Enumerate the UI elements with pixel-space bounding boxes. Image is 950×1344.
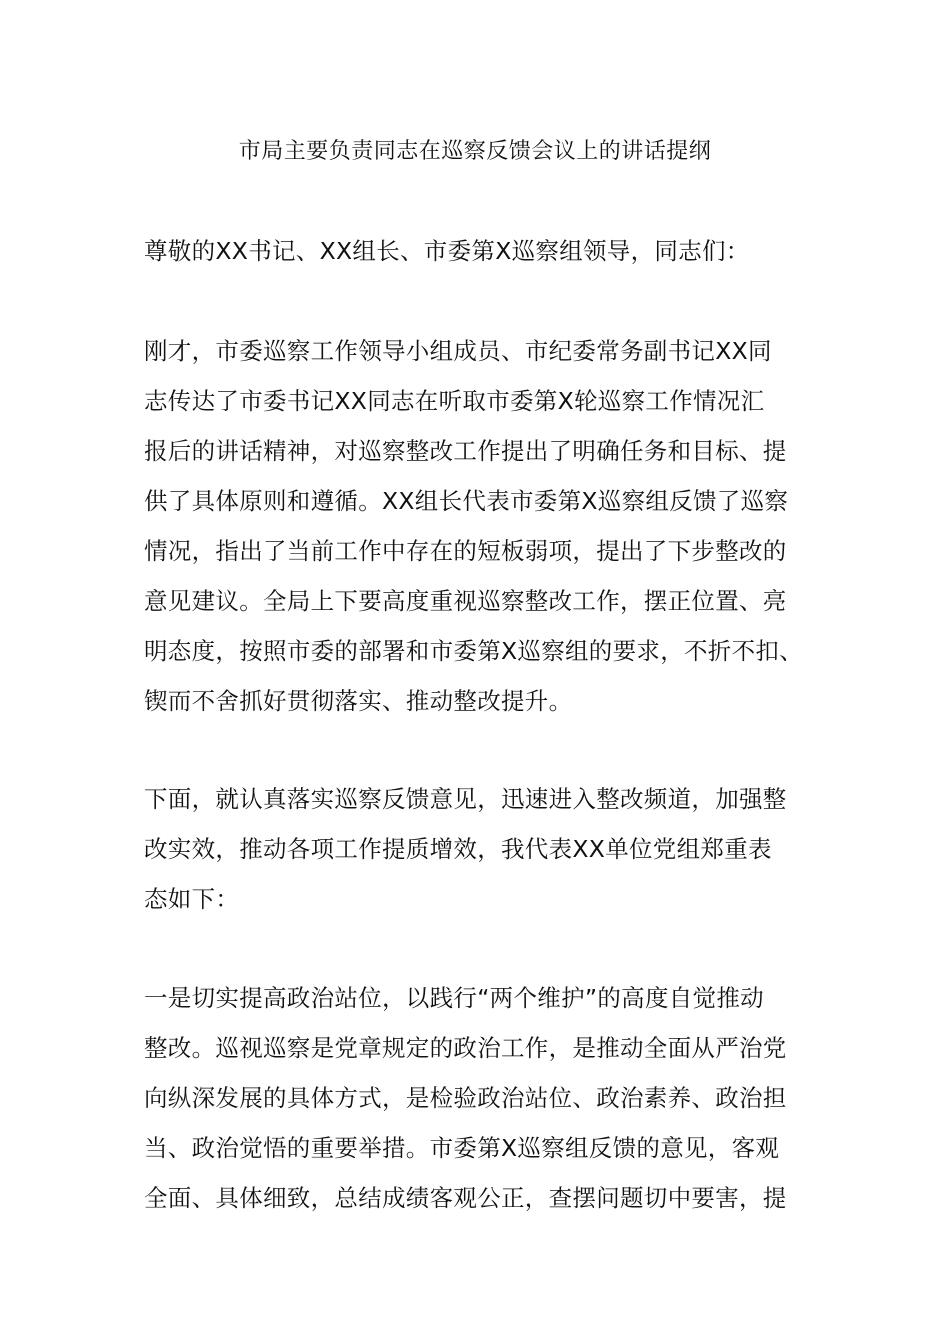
paragraph-2-line-1: 下面，就认真落实巡察反馈意见，迅速进入整改频道，加强整 — [144, 785, 787, 813]
salutation: 尊敬的XX书记、XX组长、市委第X巡察组领导，同志们： — [144, 237, 750, 265]
paragraph-2-line-2: 改实效，推动各项工作提质增效，我代表XX单位党组郑重表 — [144, 835, 772, 863]
paragraph-1-line-1: 刚才，市委巡察工作领导小组成员、市纪委常务副书记XX同 — [144, 337, 772, 365]
document-title: 市局主要负责同志在巡察反馈会议上的讲话提纲 — [238, 139, 712, 164]
paragraph-3-line-4: 当、政治觉悟的重要举措。市委第X巡察组反馈的意见，客观 — [144, 1134, 780, 1162]
paragraph-3-line-2: 整改。巡视巡察是党章规定的政治工作，是推动全面从严治党 — [144, 1034, 787, 1062]
paragraph-1-line-2: 志传达了市委书记XX同志在听取市委第X轮巡察工作情况汇 — [144, 387, 765, 415]
paragraph-3-line-1: 一是切实提高政治站位，以践行“两个维护”的高度自觉推动 — [144, 984, 764, 1012]
paragraph-1-line-3: 报后的讲话精神，对巡察整改工作提出了明确任务和目标、提 — [144, 437, 787, 465]
paragraph-3-line-5: 全面、具体细致，总结成绩客观公正，查摆问题切中要害，提 — [144, 1184, 787, 1212]
paragraph-1-line-6: 意见建议。全局上下要高度重视巡察整改工作，摆正位置、亮 — [144, 587, 787, 615]
paragraph-3-line-3: 向纵深发展的具体方式，是检验政治站位、政治素养、政治担 — [144, 1084, 787, 1112]
paragraph-1-line-7: 明态度，按照市委的部署和市委第X巡察组的要求，不折不扣、 — [144, 637, 803, 665]
paragraph-2-line-3: 态如下： — [144, 885, 240, 913]
paragraph-1-line-4: 供了具体原则和遵循。XX组长代表市委第X巡察组反馈了巡察 — [144, 487, 789, 515]
paragraph-1-line-8: 锲而不舍抓好贯彻落实、推动整改提升。 — [144, 687, 573, 715]
paragraph-1-line-5: 情况，指出了当前工作中存在的短板弱项，提出了下步整改的 — [144, 537, 787, 565]
